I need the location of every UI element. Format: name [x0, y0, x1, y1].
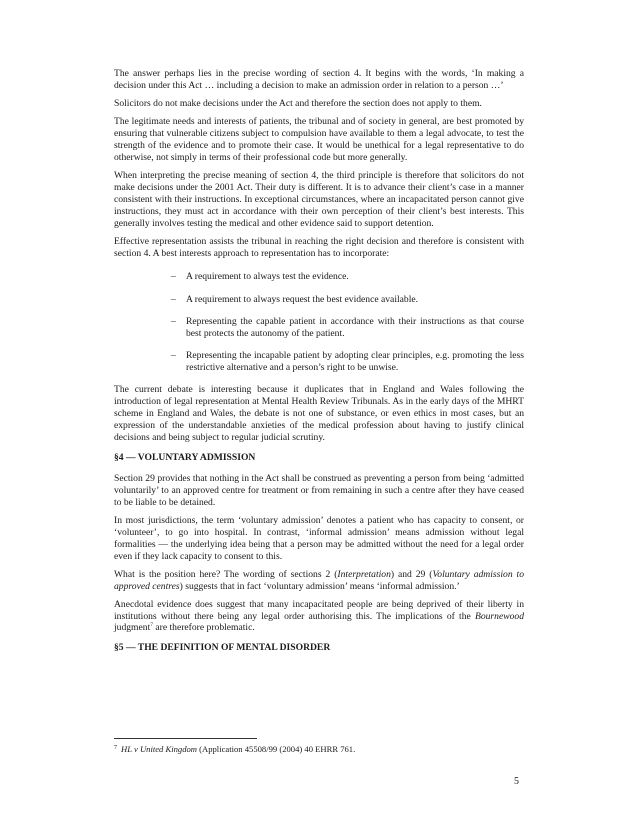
paragraph: The current debate is interesting because it duplicates that in England and Wales following the introduction of legal representation at Mental Health Review Tribunals. As in the early days of the MHRT scheme in England and Wales, the debate is not one of substance, or even ethics in most cases, but an expression of the understandable anxieties of the medical profession about having to justify clinical decisions and being subject to regular judicial scrutiny. [114, 384, 524, 444]
paragraph: When interpreting the precise meaning of section 4, the third principle is therefore that solicitors do not make decisions under the 2001 Act. Their duty is different. It is to advance their client’s case in a manner consistent with their instructions. In exceptional circumstances, where an incapacitated person cannot give instructions, they must act in accordance with their own perception of their client’s best interests. This generally involves testing the medical and other evidence said to support detention. [114, 169, 524, 229]
footnote-reference[interactable]: 7 [150, 622, 153, 629]
paragraph: Solicitors do not make decisions under the Act and therefore the section does not apply to them. [114, 98, 482, 109]
italic-text: Voluntary admission to approved centres [114, 568, 525, 592]
list-dash: – [171, 350, 176, 362]
list-item [114, 271, 524, 283]
italic-text: Bournewood [474, 610, 524, 622]
list-item-text: A requirement to always request the best evidence available. [186, 293, 419, 305]
text-run: ) and 29 ( [390, 568, 433, 580]
paragraph: Section 29 provides that nothing in the Act shall be construed as preventing a person from being ‘admitted voluntarily’ to an approved centre for treatment or from remaining in such a centre after they have ceased to be liable to be detained. [114, 472, 524, 508]
list-dash: – [171, 271, 176, 283]
footnote-case-name: HL v United Kingdom [121, 744, 197, 754]
body-text [114, 68, 524, 663]
paragraph: The answer perhaps lies in the precise wording of section 4. It begins with the words, ‘In making a decision under this Act … including a decision to make an admission order in relation to a person …’ [114, 68, 524, 91]
paragraph: Effective representation assists the tribunal in reaching the right decision and therefore is consistent with section 4. A best interests approach to representation has to incorporate: [114, 235, 524, 259]
list-item-text: Representing the capable patient in accordance with their instructions as that course best protects the autonomy of the patient. [186, 316, 524, 339]
text-run: are therefore problematic. [153, 622, 255, 634]
list-dash: – [171, 316, 176, 328]
section-heading: §4 — VOLUNTARY ADMISSION [114, 451, 256, 463]
page-number: 5 [514, 776, 519, 787]
list-dash: – [171, 293, 176, 305]
list-item [114, 316, 524, 340]
footnote [114, 744, 524, 754]
list-item-text: Representing the incapable patient by adopting clear principles, e.g. promoting the less restrictive alternative and a person’s right to be unwise. [186, 350, 524, 374]
text-run: Anecdotal evidence does suggest that many incapacitated people are being deprived of their liberty in institutions without there being any legal order authorising this. The implications of the [114, 598, 524, 622]
footnote-citation: (Application 45508/99 (2004) 40 EHRR 761. [197, 744, 356, 754]
text-run: What is the position here? The wording of sections 2 ( [114, 568, 338, 580]
paragraph [114, 599, 524, 635]
text-run: judgment [114, 622, 151, 634]
footnote-marker: 7 [114, 745, 117, 751]
paragraph: In most jurisdictions, the term ‘voluntary admission’ denotes a patient who has capacity to consent, or ‘volunteer’, to go into hospital. In contrast, ‘informal admission’ means admission without legal formalities — the underlying idea being that a person may be admitted without the need for a legal order even if they lack capacity to consent to this. [114, 514, 524, 562]
paragraph [114, 569, 524, 593]
list-item-text: A requirement to always test the evidence. [186, 271, 349, 283]
requirements-list [114, 271, 524, 374]
italic-text: Interpretation [337, 568, 391, 580]
text-run: ) suggests that in fact ‘voluntary admission’ means ‘informal admission.’ [179, 580, 460, 592]
list-item [114, 294, 524, 306]
list-item [114, 350, 524, 374]
section-heading: §5 — THE DEFINITION OF MENTAL DISORDER [114, 642, 331, 654]
paragraph: The legitimate needs and interests of patients, the tribunal and of society in general, are best promoted by ensuring that vulnerable citizens subject to compulsion have available to them a legal advocate, to test the strength of the evidence and to promote their case. It would be unethical for a legal representative to do otherwise, not simply in terms of their professional code but more generally. [114, 116, 524, 163]
footnote-divider [114, 738, 257, 739]
